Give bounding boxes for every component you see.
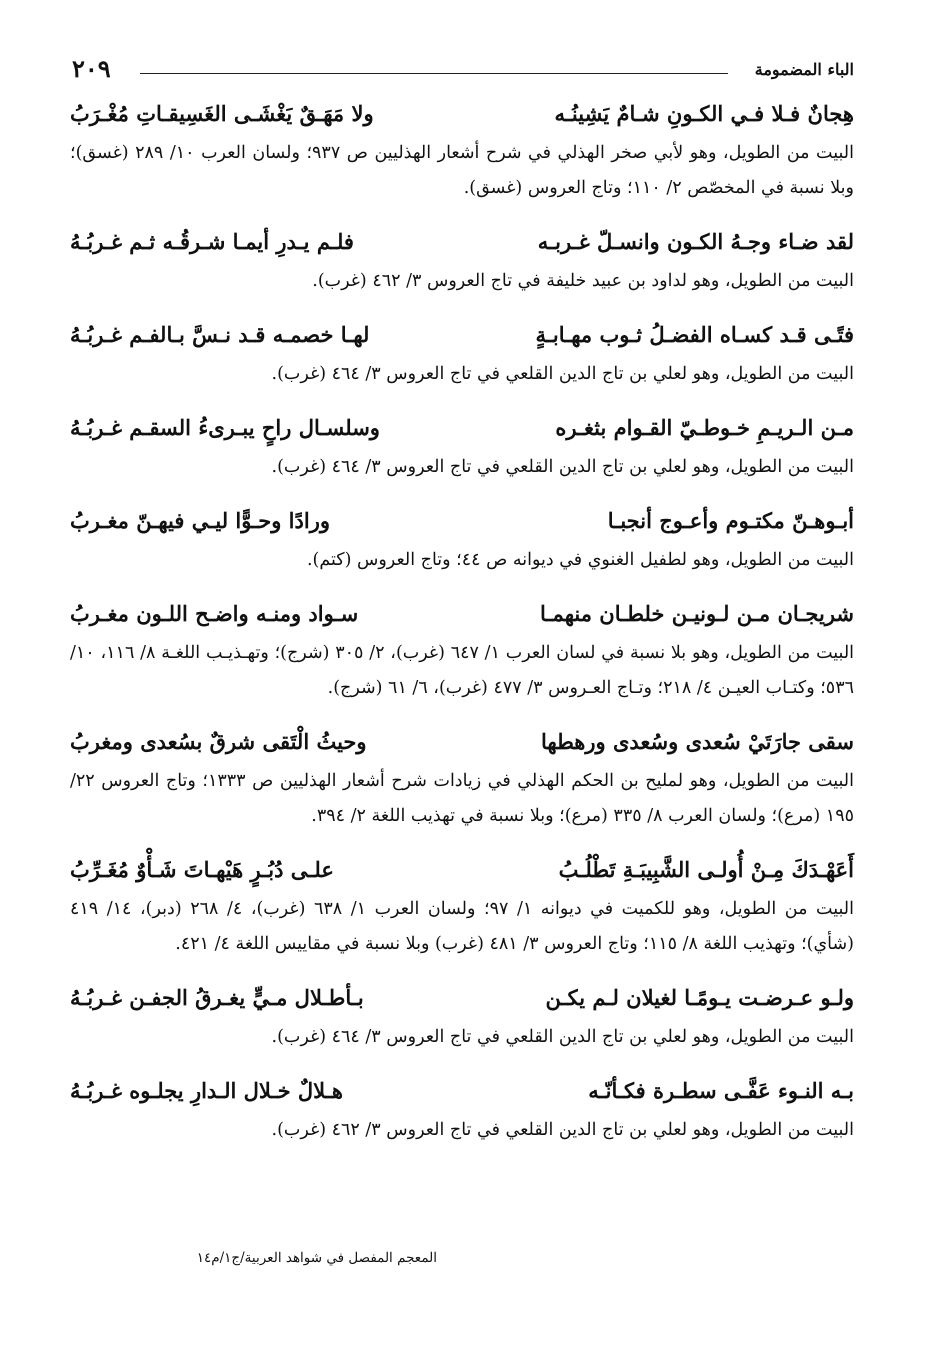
header-rule <box>140 73 728 74</box>
verse-entry <box>70 592 854 706</box>
verse-line <box>70 406 854 450</box>
verse-entry <box>70 1069 854 1148</box>
first-hemistich: أبـوهـنّ مكتـوم وأعـوج أنجبـا <box>607 508 854 533</box>
second-hemistich: ورادًا وحـوًّا ليـي فيهـنّ مغـربُ <box>70 508 330 533</box>
verse-entry <box>70 406 854 485</box>
verse-entry <box>70 499 854 578</box>
second-hemistich: وحيثُ الْتَقى شرقٌ بسُعدى ومغربُ <box>70 729 367 754</box>
verse-note: البيت من الطويل، وهو لأبي صخر الهذلي في شرح أشعار الهذليين ص ٩٣٧؛ ولسان العرب ١٠/ ٢٨٩ (غسق)؛ وبلا نسبة في المخصّص ٢/ ١١٠؛ وتاج العروس (غسق). <box>70 143 854 198</box>
verse-line <box>70 92 854 136</box>
verse-note: البيت من الطويل، وهو للكميت في ديوانه ١/ ٩٧؛ ولسان العرب ١/ ٦٣٨ (غرب)، ٤/ ٢٦٨ (دبر)، ١٤/ ٤١٩ (شأي)؛ وتهذيب اللغة ٨/ ١١٥؛ وتاج العروس ٣/ ٤٨١ (غرب) وبلا نسبة في مقاييس اللغة ٤/ ٤٢١. <box>70 899 854 954</box>
first-hemistich: شريجـان مـن لـونيـن خلطـان منهمـا <box>540 601 854 626</box>
second-hemistich: هـلالٌ خـلال الـدارِ يجلـوه غـربُـهُ <box>70 1078 343 1103</box>
verse-entry <box>70 313 854 392</box>
verse-note: البيت من الطويل، وهو لعلي بن تاج الدين القلعي في تاج العروس ٣/ ٤٦٤ (غرب). <box>271 457 854 477</box>
second-hemistich: علـى دُبُـرٍ هَيْهـاتَ شَـأْوٌ مُغَـرِّبُ <box>70 857 334 882</box>
second-hemistich: وسلسـال راحٍ يبـرىءُ السقـم غـربُـهُ <box>70 415 380 440</box>
verse-note: البيت من الطويل، وهو لطفيل الغنوي في ديوانه ص ٤٤؛ وتاج العروس (كتم). <box>306 550 854 570</box>
verse-line <box>70 313 854 357</box>
first-hemistich: سقى جارَتَيْ سُعدى وسُعدى ورهطها <box>540 729 854 754</box>
second-hemistich: سـواد ومنـه واضـح اللـون مغـربُ <box>70 601 359 626</box>
first-hemistich: مـن الـريـمِ خـوطـيّ القـوام بثغـره <box>555 415 854 440</box>
first-hemistich: ولـو عـرضـت يـومًـا لغيلان لـم يكـن <box>545 985 854 1010</box>
verse-line <box>70 720 854 764</box>
verse-note: البيت من الطويل، وهو لعلي بن تاج الدين القلعي في تاج العروس ٣/ ٤٦٢ (غرب). <box>271 1120 854 1140</box>
verse-entry <box>70 976 854 1055</box>
verse-note: البيت من الطويل، وهو لمليح بن الحكم الهذلي في زيادات شرح أشعار الهذليين ص ١٣٣٣؛ وتاج العروس ٢٢/ ١٩٥ (مرع)؛ ولسان العرب ٨/ ٣٣٥ (مرع)؛ وبلا نسبة في تهذيب اللغة ٢/ ٣٩٤. <box>70 771 854 826</box>
verse-entry <box>70 848 854 962</box>
page-footer: المعجم المفصل في شواهد العربية/ج١/م١٤ <box>196 1250 437 1266</box>
document-page <box>70 52 854 1352</box>
second-hemistich: لهـا خصمـه قـد نـسَّ بـالفـم غـربُـهُ <box>70 322 370 347</box>
verse-line <box>70 220 854 264</box>
verse-line <box>70 976 854 1020</box>
page-number: ٢٠٩ <box>72 54 111 83</box>
verse-entry <box>70 92 854 206</box>
first-hemistich: أَعَهْـدَكَ مِـنْ أُولـى الشَّبِيبَـةِ تَطْلُـبُ <box>558 857 854 882</box>
verse-entry <box>70 220 854 299</box>
verse-line <box>70 499 854 543</box>
second-hemistich: فلـم يـدرِ أيمـا شـرقُـه ثـم غـربُـهُ <box>70 229 354 254</box>
first-hemistich: هِجانٌ فـلا فـي الكـونِ شـامٌ يَشِينُـه <box>554 101 854 126</box>
verse-line <box>70 1069 854 1113</box>
verse-note: البيت من الطويل، وهو بلا نسبة في لسان العرب ١/ ٦٤٧ (غرب)، ٢/ ٣٠٥ (شرج)؛ وتهـذيـب اللغـة ٨/ ١١٦، ١٠/ ٥٣٦؛ وكتـاب العيـن ٤/ ٢١٨؛ وتـاج العـروس ٣/ ٤٧٧ (غرب)، ٦/ ٦١ (شرج). <box>70 643 855 698</box>
second-hemistich: ولا مَهَـقٌ يَغْشَـى الغَسِيقـاتِ مُغْـرَبُ <box>70 101 374 126</box>
first-hemistich: بـه النـوء عَفَّـى سطـرة فكـأنّـه <box>588 1078 854 1103</box>
second-hemistich: بـأطـلال مـيٍّ يغـرقُ الجفـن غـربُـهُ <box>70 985 364 1010</box>
verse-line <box>70 592 854 636</box>
section-title: الباء المضمومة <box>754 60 854 79</box>
verse-note: البيت من الطويل، وهو لداود بن عبيد خليفة في تاج العروس ٣/ ٤٦٢ (غرب). <box>312 271 854 291</box>
verse-note: البيت من الطويل، وهو لعلي بن تاج الدين القلعي في تاج العروس ٣/ ٤٦٤ (غرب). <box>271 364 854 384</box>
verse-line <box>70 848 854 892</box>
verse-entry <box>70 720 854 834</box>
first-hemistich: لقد ضـاء وجـهُ الكـون وانسـلّ غـربـه <box>537 229 854 254</box>
verse-note: البيت من الطويل، وهو لعلي بن تاج الدين القلعي في تاج العروس ٣/ ٤٦٤ (غرب). <box>271 1027 854 1047</box>
page-header <box>70 52 854 92</box>
first-hemistich: فتًـى قـد كسـاه الفضـلُ ثـوب مهـابـةٍ <box>535 322 854 347</box>
